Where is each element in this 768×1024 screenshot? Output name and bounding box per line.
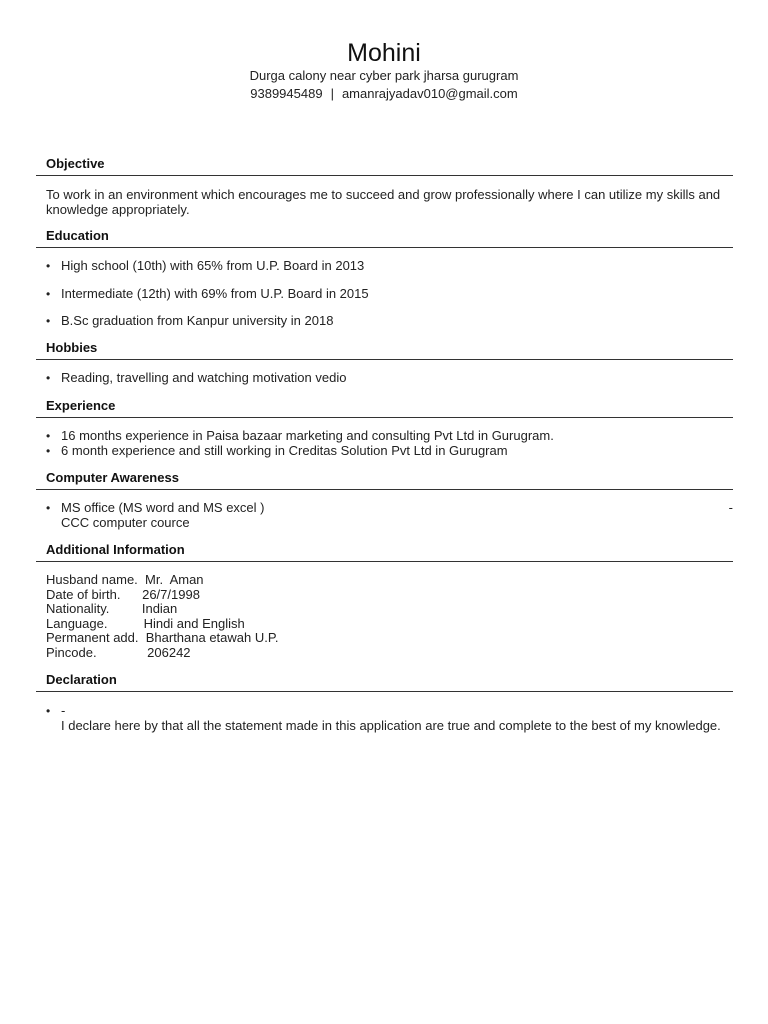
declaration-heading: Declaration	[36, 672, 733, 692]
experience-item: • 16 months experience in Paisa bazaar marketing and consulting Pvt Ltd in Gurugram.	[46, 429, 733, 444]
hobbies-list	[46, 371, 733, 386]
experience-item: • 6 month experience and still working in Creditas Solution Pvt Ltd in Gurugram	[46, 444, 733, 459]
nationality-row: Nationality. Indian	[46, 601, 178, 616]
additional-info-block	[46, 573, 733, 660]
objective-text: To work in an environment which encourages me to succeed and grow professionally where I can utilize my skills and knowledge appropriately.	[46, 187, 721, 217]
email-address: amanrajyadav010@gmail.com	[341, 86, 518, 101]
computer-item-line2: CCC computer cource	[61, 514, 190, 530]
pincode-row: Pincode. 206242	[46, 644, 191, 660]
contact-separator: |	[330, 86, 334, 101]
education-list	[46, 259, 733, 329]
computer-awareness-list	[46, 501, 733, 530]
computer-awareness-heading: Computer Awareness	[36, 470, 733, 490]
hobby-item: • Reading, travelling and watching motivation vedio	[46, 371, 733, 386]
candidate-address: Durga calony near cyber park jharsa gurugram	[249, 68, 519, 83]
computer-item-line1: MS office (MS word and MS excel )	[61, 500, 265, 515]
education-item: • Intermediate (12th) with 69% from U.P. Board in 2015	[46, 287, 733, 302]
date-of-birth-row: Date of birth. 26/7/1998	[46, 586, 200, 602]
permanent-address-row: Permanent add. Bharthana etawah U.P.	[46, 630, 279, 645]
phone-number: 9389945489	[250, 86, 323, 101]
declaration-list	[46, 704, 733, 733]
declaration-text: I declare here by that all the statement made in this application are true and complete to the best of my knowledge.	[61, 717, 721, 733]
language-row: Language. Hindi and English	[46, 615, 245, 631]
education-heading: Education	[36, 228, 733, 248]
computer-item-dash: -	[728, 500, 733, 515]
hobbies-heading: Hobbies	[36, 340, 733, 360]
experience-heading: Experience	[36, 398, 733, 418]
additional-info-heading: Additional Information	[36, 542, 733, 562]
declaration-dash: • -	[61, 703, 66, 718]
husband-name-row: Husband name. Mr. Aman	[46, 572, 204, 587]
education-item: • High school (10th) with 65% from U.P. Board in 2013	[46, 259, 733, 274]
education-item: • B.Sc graduation from Kanpur university in 2018	[46, 314, 733, 329]
declaration-item	[46, 704, 733, 733]
candidate-name: Mohini	[347, 39, 421, 67]
contact-line	[0, 86, 768, 102]
objective-heading: Objective	[36, 156, 733, 176]
experience-list	[46, 429, 733, 458]
computer-item	[46, 501, 733, 530]
